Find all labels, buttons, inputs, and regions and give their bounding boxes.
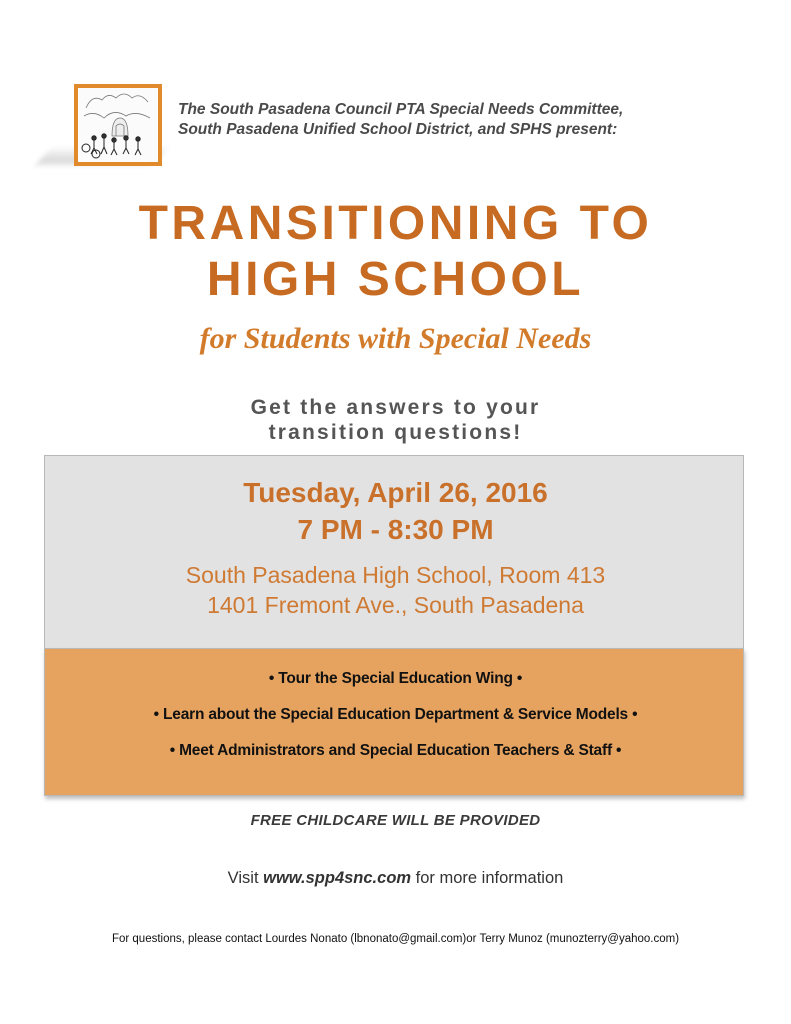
feature-item: • Meet Administrators and Special Education Teachers & Staff • [169, 742, 622, 759]
presenters-line-2: South Pasadena Unified School District, and SPHS present: [178, 121, 618, 138]
visit-prefix: Visit [227, 869, 264, 887]
tagline-line-2: transition questions! [268, 421, 523, 444]
childcare-notice: FREE CHILDCARE WILL BE PROVIDED [250, 812, 541, 829]
logo-image [74, 84, 162, 166]
event-subtitle: for Students with Special Needs [199, 322, 592, 355]
event-location: South Pasadena High School, Room 413 [185, 562, 606, 588]
logo [74, 84, 164, 168]
event-date: Tuesday, April 26, 2016 [243, 477, 548, 508]
presenters-text [178, 100, 778, 140]
contact-info: For questions, please contact Lourdes Nonato (lbnonato@gmail.com)or Terry Munoz (munozterry@yahoo.com) [111, 933, 680, 945]
event-address: 1401 Fremont Ave., South Pasadena [207, 592, 584, 618]
website-link[interactable]: www.spp4snc.com [263, 869, 412, 887]
feature-item: • Learn about the Special Education Department & Service Models • [153, 706, 638, 723]
visit-line [0, 869, 791, 888]
event-title-line-2: HIGH SCHOOL [206, 253, 585, 306]
presenters-line-1: The South Pasadena Council PTA Special Needs Committee, [178, 101, 624, 118]
event-time: 7 PM - 8:30 PM [297, 514, 494, 545]
event-title-line-1: TRANSITIONING TO [138, 197, 653, 250]
visit-suffix: for more information [411, 869, 564, 887]
children-illustration-icon [78, 88, 158, 162]
tagline [0, 395, 791, 445]
feature-item: • Tour the Special Education Wing • [268, 670, 523, 687]
tagline-line-1: Get the answers to your [250, 396, 541, 419]
